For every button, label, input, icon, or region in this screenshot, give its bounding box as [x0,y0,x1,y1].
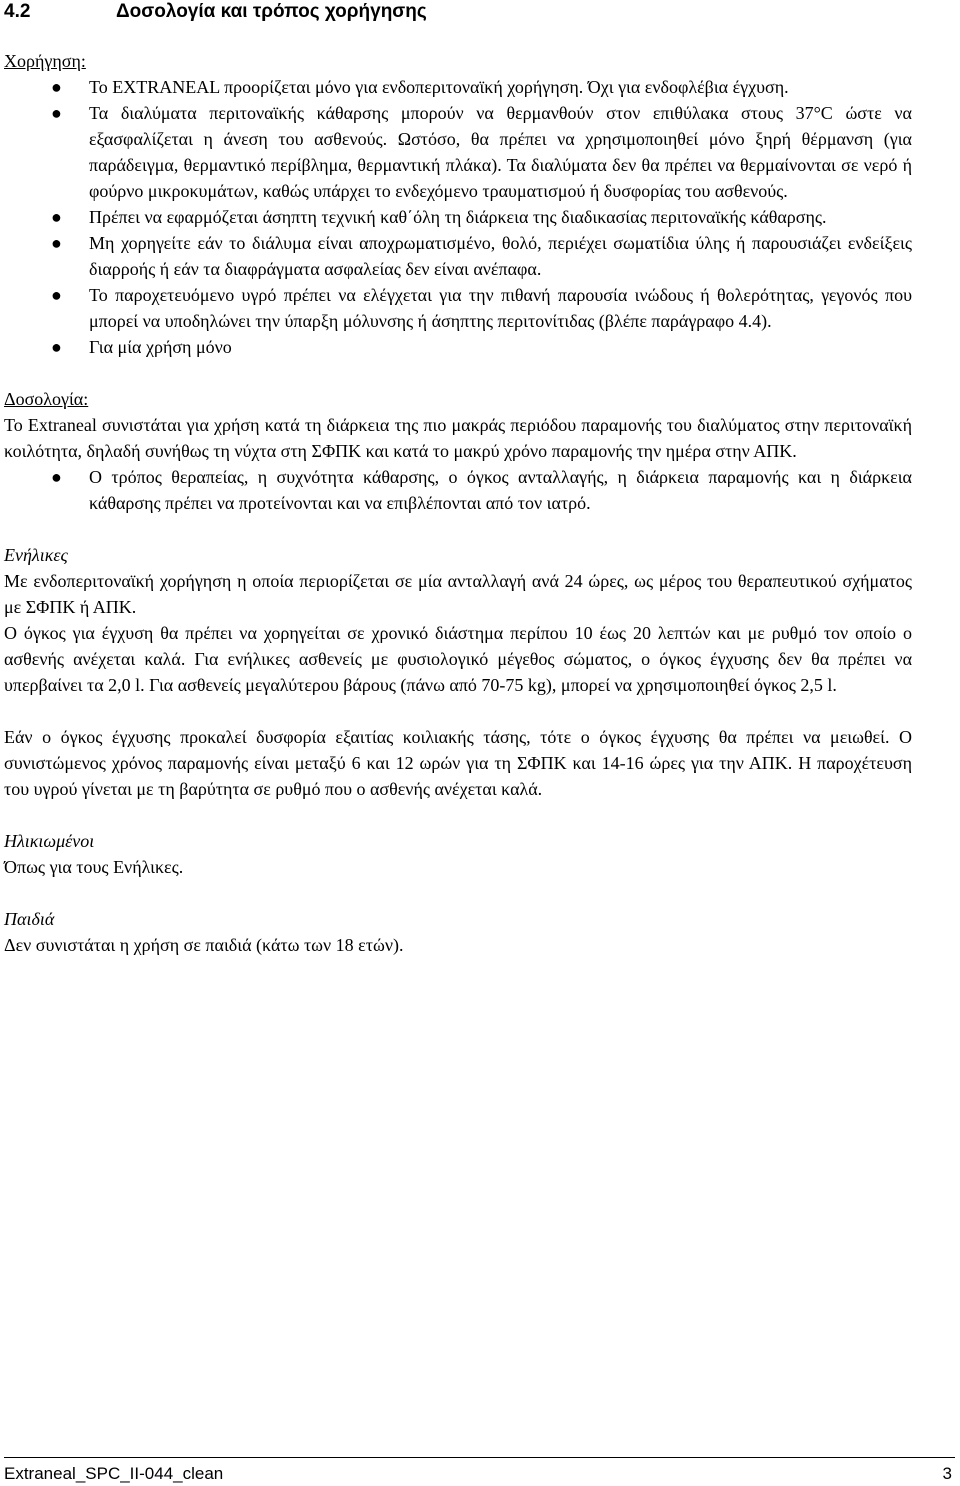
bullet-icon: ● [51,233,62,253]
bullet-icon: ● [51,337,62,357]
list-item: ● Για μία χρήση μόνο [4,334,912,360]
children-label: Παιδιά [4,909,55,929]
section-heading [4,0,427,24]
list-item: ● Ο τρόπος θεραπείας, η συχνότητα κάθαρσης, ο όγκος ανταλλαγής, η διάρκεια παραμονής και η διάρκεια κάθαρσης πρέπει να προτείνονται και να επιβλέπονται από τον ιατρό. [4,464,912,516]
children-text: Δεν συνιστάται η χρήση σε παιδιά (κάτω των 18 ετών). [4,935,404,955]
footer-divider [4,1457,955,1458]
section-title: Δοσολογία και τρόπος χορήγησης [116,1,427,22]
administration-list [4,74,912,360]
adults-paragraph-3: Εάν ο όγκος έγχυσης προκαλεί δυσφορία εξαιτίας κοιλιακής τάσης, τότε ο όγκος έγχυσης θα πρέπει να μειωθεί. Ο συνιστώμενος χρόνος παραμονής είναι μεταξύ 6 και 12 ωρών για τη ΣΦΠΚ και 14-16 ώρες για την ΑΠΚ. Η παροχέτευση του υγρού γίνεται με τη βαρύτητα σε ρυθμό που ο ασθενής ανέχεται καλά. [4,727,912,799]
adults-label: Ενήλικες [4,545,68,565]
elderly-text: Όπως για τους Ενήλικες. [4,857,184,877]
elderly-label: Ηλικιωμένοι [4,831,95,851]
section-number: 4.2 [4,1,31,22]
adults-paragraph-2: Ο όγκος για έγχυση θα πρέπει να χορηγείται σε χρονικό διάστημα περίπου 10 έως 20 λεπτών και με ρυθμό τον οποίο ο ασθενής ανέχεται καλά. Για ενήλικες ασθενείς με φυσιολογικό μέγεθος σώματος, ο όγκος έγχυσης δεν θα πρέπει να υπερβαίνει τα 2,0 l. Για ασθενείς μεγαλύτερου βάρους (πάνω από 70-75 kg), μπορεί να χρησιμοποιηθεί όγκος 2,5 l. [4,623,912,695]
posology-text: Το Extraneal συνιστάται για χρήση κατά τη διάρκεια της πιο μακράς περιόδου παραμονής του διαλύματος στην περιτοναϊκή κοιλότητα, δηλαδή συνήθως τη νύχτα στη ΣΦΠΚ και κατά το μακρύ χρόνο παραμονής την ημέρα στην ΑΠΚ. [4,415,912,461]
administration-label: Χορήγηση: [4,51,86,71]
list-item: ● Το EXTRANEAL προορίζεται μόνο για ενδοπεριτοναϊκή χορήγηση. Όχι για ενδοφλέβια έγχυση. [4,74,912,100]
bullet-icon: ● [51,467,62,487]
footer-doc-id: Extraneal_SPC_II-044_clean [4,1464,224,1483]
posology-list [4,464,912,516]
list-item: ● Τα διαλύματα περιτοναϊκής κάθαρσης μπορούν να θερμανθούν στον επιθύλακα στους 37°C ώστε να εξασφαλίζεται η άνεση του ασθενούς. Ωστόσο, θα πρέπει να χρησιμοποιηθεί μόνο ξηρή θέρμανση (για παράδειγμα, θερμαντικό περίβλημα, θερμαντική πλάκα). Τα διαλύματα δεν θα πρέπει να θερμαίνονται σε νερό ή φούρνο μικροκυμάτων, καθώς υπάρχει το ενδεχόμενο τραυματισμού ή δυσφορίας του ασθενούς. [4,100,912,204]
bullet-icon: ● [51,103,62,123]
bullet-icon: ● [51,77,62,97]
bullet-icon: ● [51,285,62,305]
document-body [4,48,912,958]
list-item: ● Μη χορηγείτε εάν το διάλυμα είναι αποχρωματισμένο, θολό, περιέχει σωματίδια ύλης ή παρουσιάζει ενδείξεις διαρροής ή εάν τα διαφράγματα ασφαλείας δεν είναι ανέπαφα. [4,230,912,282]
bullet-icon: ● [51,207,62,227]
list-item: ● Πρέπει να εφαρμόζεται άσηπτη τεχνική καθ΄όλη τη διάρκεια της διαδικασίας περιτοναϊκής κάθαρσης. [4,204,912,230]
posology-label: Δοσολογία: [4,389,89,409]
list-item: ● Το παροχετευόμενο υγρό πρέπει να ελέγχεται για την πιθανή παρουσία ινώδους ή θολερότητας, γεγονός που μπορεί να υποδηλώνει την ύπαρξη μόλυνσης ή άσηπτης περιτονίτιδας (βλέπε παράγραφο 4.4). [4,282,912,334]
page-number: 3 [942,1464,952,1483]
adults-paragraph-1: Με ενδοπεριτοναϊκή χορήγηση η οποία περιορίζεται σε μία ανταλλαγή ανά 24 ώρες, ως μέρος του θεραπευτικού σχήματος με ΣΦΠΚ ή ΑΠΚ. [4,571,912,617]
